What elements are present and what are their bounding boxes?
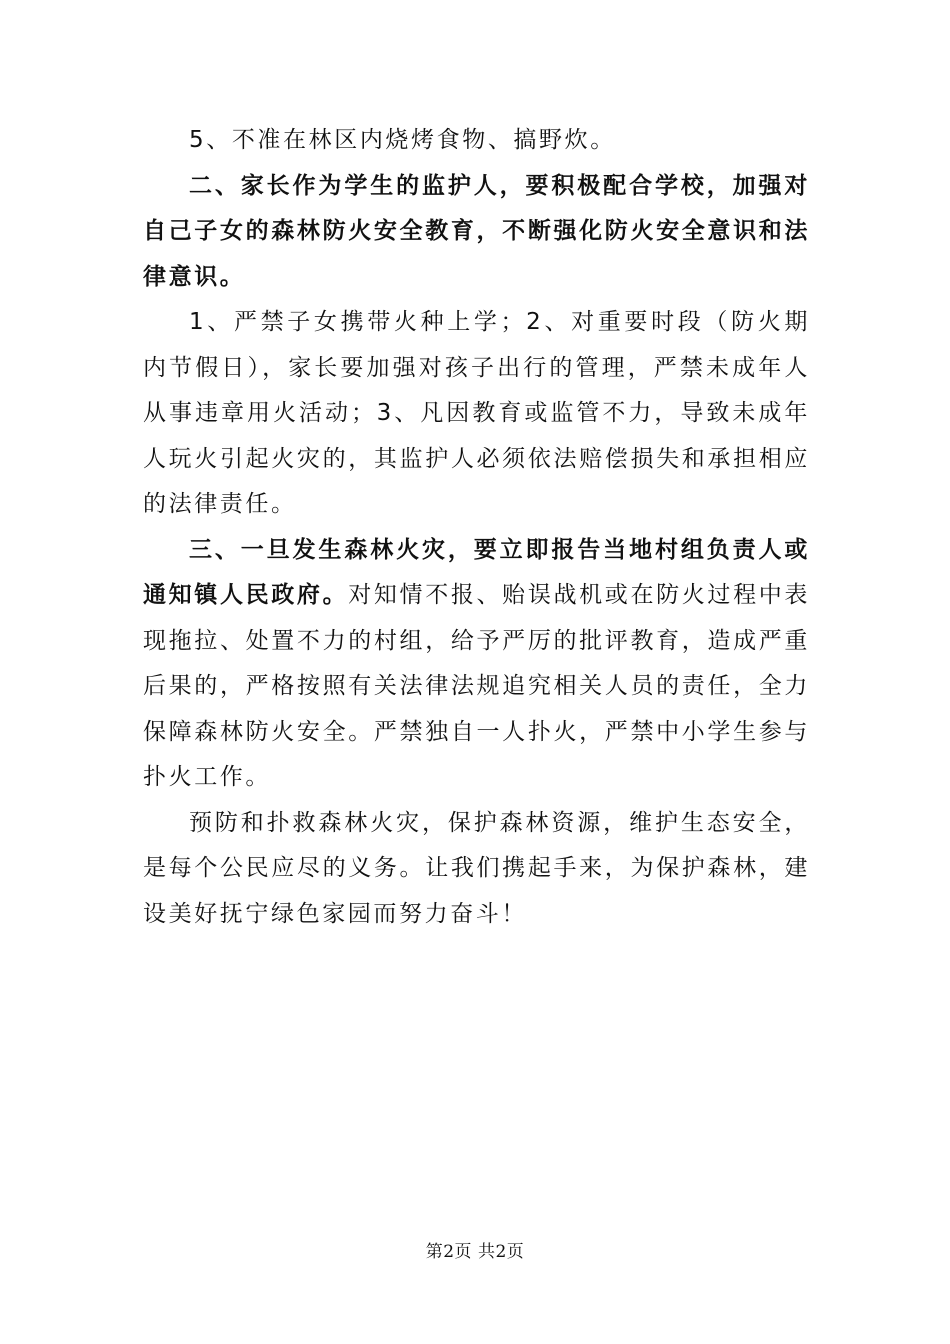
section-heading-three: 三、一旦发生森林火灾，要立即报告当地村组负责人或通知镇人民政府。 bbox=[143, 536, 810, 608]
paragraph-closing bbox=[143, 801, 810, 938]
paragraph-text: 预防和扑救森林火灾，保护森林资源，维护生态安全，是每个公民应尽的义务。让我们携起手来，为保护森林，建设美好抚宁绿色家园而努力奋斗！ bbox=[143, 809, 810, 927]
paragraph-section-two bbox=[143, 164, 810, 301]
paragraph-text: 1、严禁子女携带火种上学；2、对重要时段（防火期内节假日），家长要加强对孩子出行的管理，严禁未成年人从事违章用火活动；3、凡因教育或监管不力，导致未成年人玩火引起火灾的，其监护人必须依法赔偿损失和承担相应的法律责任。 bbox=[143, 309, 810, 517]
paragraph-text: 5、不准在林区内烧烤食物、搞野炊。 bbox=[189, 127, 616, 153]
paragraph-text: 对知情不报、贻误战机或在防火过程中表现拖拉、处置不力的村组，给予严厉的批评教育，造成严重后果的，严格按照有关法律法规追究相关人员的责任，全力保障森林防火安全。严禁独自一人扑火，严禁中小学生参与扑火工作。 bbox=[143, 582, 810, 790]
page-number-footer: 第2页 共2页 bbox=[425, 1242, 525, 1262]
paragraph-item-5 bbox=[143, 118, 810, 164]
paragraph-section-three bbox=[143, 528, 810, 801]
document-body bbox=[143, 118, 810, 937]
section-heading-two: 二、家长作为学生的监护人，要积极配合学校，加强对自己子女的森林防火安全教育，不断强化防火安全意识和法律意识。 bbox=[143, 172, 810, 290]
paragraph-parent-rules bbox=[143, 300, 810, 528]
